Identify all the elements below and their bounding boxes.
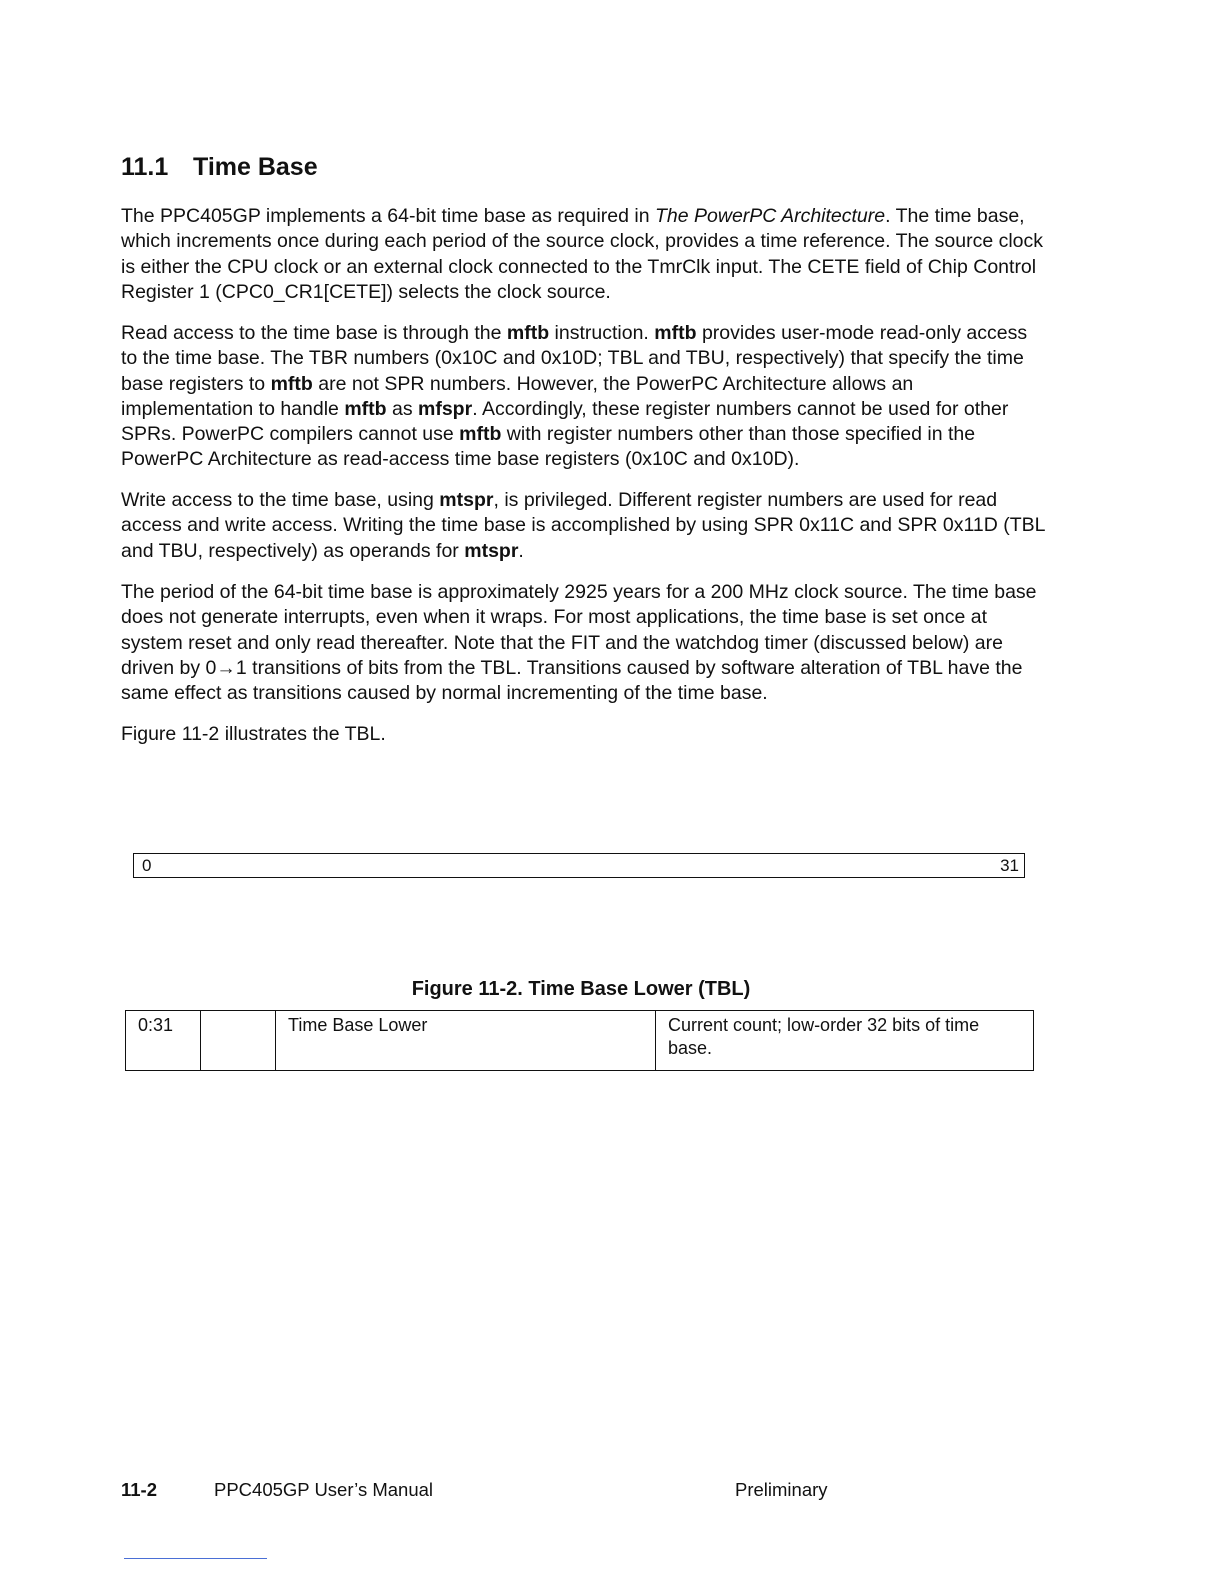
text-run: provides user-mode read-only access to the time base. The TBR numbers (0x10C and 0x10D; TBL and TBU, respectively) that specify the time base registers to (121, 322, 1028, 395)
field-name (201, 1011, 276, 1071)
paragraph-time-base-intro (121, 204, 1046, 305)
instruction-mftb: mftb (506, 322, 550, 344)
text-run: as (386, 397, 418, 420)
instruction-mtspr: mtspr (464, 539, 519, 562)
field-function: Time Base Lower (276, 1011, 656, 1071)
field-bits: 0:31 (126, 1011, 201, 1071)
text-run: instruction. (549, 322, 655, 344)
section-number: 11.1 (121, 153, 169, 181)
register-field-table (125, 1010, 1034, 1071)
text-run: . Accordingly, these register numbers cannot be used for other SPRs. PowerPC compilers cannot use (121, 397, 1009, 446)
text-run: Write access to the time base, using (121, 489, 440, 511)
text-run: Read access to the time base is through the (121, 322, 507, 344)
bit-label-high: 31 (1000, 856, 1019, 875)
footer-status: Preliminary (735, 1479, 828, 1500)
paragraph-write-access (121, 488, 1046, 564)
footer-manual-title: PPC405GP User’s Manual (214, 1479, 434, 1500)
paragraph-time-base-period: The period of the 64-bit time base is approximately 2925 years for a 200 MHz clock source. The time base does not generate interrupts, even when it wraps. For most applications, the time base is set once at system reset and only read thereafter. Note that the FIT and the watchdog timer (discussed below) are driven by 0→1 transitions of bits from the TBL. Transitions caused by software alteration of TBL have the same effect as transitions caused by normal incrementing of the time base. (121, 581, 1037, 705)
text-run: , is privileged. Different register numbers are used for read access and write access. Writing the time base is accomplished by using SPR 0x11C and SPR 0x11D (TBL and TBU, respectively) as operands for (121, 489, 1045, 562)
register-bit-diagram (133, 853, 1025, 878)
book-title-italic: The PowerPC Architecture (655, 205, 886, 227)
paragraph-read-access (121, 321, 1046, 473)
instruction-mftb: mftb (459, 423, 502, 446)
footer-divider (124, 1558, 267, 1559)
section-title: Time Base (193, 153, 318, 181)
text-run: . (518, 539, 524, 562)
table-row (126, 1011, 1034, 1071)
instruction-mtspr: mtspr (439, 489, 494, 511)
instruction-mftb: mftb (654, 322, 697, 344)
bit-label-low: 0 (142, 856, 152, 875)
text-run: with register numbers other than those specified in the PowerPC Architecture as read-access time base registers (0x10C and 0x10D). (121, 423, 976, 471)
figure-caption: Figure 11-2. Time Base Lower (TBL) (411, 978, 751, 1000)
paragraph-figure-reference: Figure 11-2 illustrates the TBL. (121, 723, 386, 745)
instruction-mfspr: mfspr (418, 397, 473, 420)
footer-page-number: 11-2 (121, 1479, 158, 1500)
section-heading (121, 151, 318, 183)
field-description: Current count; low-order 32 bits of time base. (656, 1011, 1034, 1071)
text-run: are not SPR numbers. However, the PowerPC Architecture allows an implementation to handle (121, 372, 914, 420)
instruction-mftb: mftb (344, 397, 387, 420)
text-run: The PPC405GP implements a 64-bit time base as required in (121, 205, 655, 227)
text-run: . The time base, which increments once during each period of the source clock, provides a time reference. The source clock is either the CPU clock or an external clock connected to the TmrClk input. The CETE field of Chip Control Register 1 (CPC0_CR1[CETE]) selects the clock source. (121, 205, 1044, 303)
instruction-mftb: mftb (270, 372, 313, 395)
